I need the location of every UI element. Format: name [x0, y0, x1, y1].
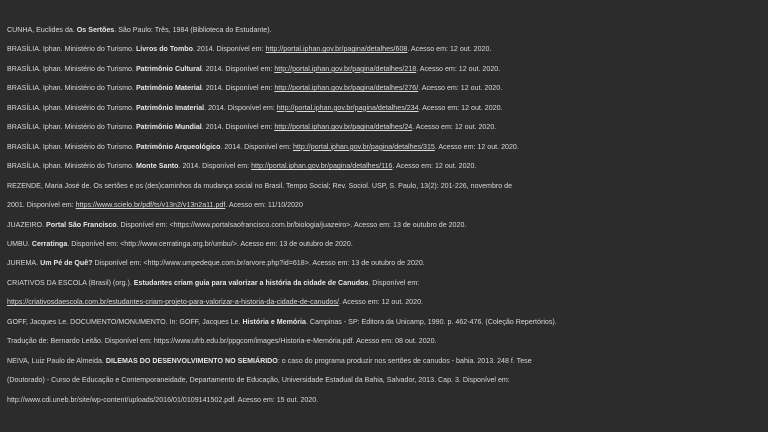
reference-neiva-line-3: http://www.cdi.uneb.br/site/wp-content/uploads/2016/01/0109141502.pdf. Acesso em: 15 out. 2020. — [7, 395, 319, 404]
reference-patrimonio-mundial: BRASÍLIA. Iphan. Ministério do Turismo. Patrimônio Mundial. 2014. Disponível em: http://portal.iphan.gov.br/pagina/detalhes/24. Acesso em: 12 out. 2020. — [7, 123, 497, 132]
reference-title: Monte Santo — [135, 162, 179, 171]
reference-title: Livros do Tombo — [135, 45, 193, 54]
reference-link[interactable]: http://portal.iphan.gov.br/pagina/detalhes/116 — [251, 162, 393, 171]
reference-title: Cerratinga — [31, 239, 68, 248]
reference-patrimonio-imaterial: BRASÍLIA. Iphan. Ministério do Turismo. Patrimônio Imaterial. 2014. Disponível em: http://portal.iphan.gov.br/pagina/detalhes/234. Acesso em: 12 out. 2020. — [7, 103, 503, 112]
reference-title: Um Pé de Quê? — [40, 259, 93, 268]
reference-rezende-line-2: 2001. Disponível em: https://www.scielo.br/pdf/ts/v13n2/v13n2a11.pdf. Acesso em: 11/10/2020 — [7, 201, 303, 210]
reference-neiva-line-2: (Doutorado) - Curso de Educação e Contemporaneidade, Departamento de Educação, Universidade Estadual da Bahia, Salvador, 2013. Cap. 3. Disponível em: — [7, 376, 510, 385]
reference-title: Patrimônio Imaterial — [135, 103, 205, 112]
reference-title: Portal São Francisco — [46, 220, 117, 229]
reference-livros-do-tombo: BRASÍLIA. Iphan. Ministério do Turismo. Livros do Tombo. 2014. Disponível em: http://portal.iphan.gov.br/pagina/detalhes/608. Acesso em: 12 out. 2020. — [7, 45, 492, 54]
reference-rezende-line-1: REZENDE, Maria José de. Os sertões e os (des)caminhos da mudança social no Brasil. Tempo Social; Rev. Sociol. USP, S. Paulo, 13(2): 201-226, novembro de — [7, 181, 513, 190]
reference-criativos-line-2: https://criativosdaescola.com.br/estudantes-criam-projeto-para-valorizar-a-historia-da-cidade-de-canudos/. Acesso em: 12 out. 2020. — [7, 298, 423, 307]
reference-link[interactable]: http://portal.iphan.gov.br/pagina/detalhes/276/ — [274, 84, 419, 93]
reference-link[interactable]: http://portal.iphan.gov.br/pagina/detalhes/608 — [265, 45, 408, 54]
reference-juazeiro: JUAZEIRO. Portal São Francisco. Disponível em: <https://www.portalsaofrancisco.com.br/biologia/juazeiro>. Acesso em: 13 de outubro de 2020. — [7, 220, 467, 229]
reference-cunha: CUNHA, Euclides da. Os Sertões. São Paulo: Três, 1984 (Biblioteca do Estudante). — [7, 26, 272, 34]
reference-title: Patrimônio Arqueológico — [135, 142, 221, 151]
reference-title: DILEMAS DO DESENVOLVIMENTO NO SEMIÁRIDO — [105, 356, 278, 365]
reference-title: Patrimônio Material — [135, 84, 202, 93]
reference-patrimonio-arqueologico: BRASÍLIA. Iphan. Ministério do Turismo. Patrimônio Arqueológico. 2014. Disponível em: http://portal.iphan.gov.br/pagina/detalhes/315. Acesso em: 12 out. 2020. — [7, 142, 519, 151]
references-slide — [7, 21, 762, 432]
reference-link[interactable]: http://portal.iphan.gov.br/pagina/detalhes/218 — [274, 64, 417, 73]
reference-link[interactable]: https://www.scielo.br/pdf/ts/v13n2/v13n2a11.pdf — [75, 201, 226, 210]
reference-neiva-line-1: NEIVA, Luiz Paulo de Almeida. DILEMAS DO DESENVOLVIMENTO NO SEMIÁRIDO: o caso do programa produzir nos sertões de canudos - bahia. 2013. 248 f. Tese — [7, 356, 532, 365]
reference-link[interactable]: http://portal.iphan.gov.br/pagina/detalhes/234 — [276, 103, 419, 112]
reference-patrimonio-cultural: BRASÍLIA. Iphan. Ministério do Turismo. Patrimônio Cultural. 2014. Disponível em: http://portal.iphan.gov.br/pagina/detalhes/218. Acesso em: 12 out. 2020. — [7, 64, 501, 73]
reference-link[interactable]: http://portal.iphan.gov.br/pagina/detalhes/24 — [274, 123, 413, 132]
reference-link[interactable]: http://portal.iphan.gov.br/pagina/detalhes/315 — [292, 142, 435, 151]
reference-criativos-line-1: CRIATIVOS DA ESCOLA (Brasil) (org.). Estudantes criam guia para valorizar a história da cidade de Canudos. Disponível em: — [7, 278, 420, 287]
reference-goff-line-1: GOFF, Jacques Le. DOCUMENTO/MONUMENTO. In: GOFF, Jacques Le. História e Memória. Campinas - SP: Editora da Unicamp, 1990. p. 462-476. (Coleção Repertórios). — [7, 317, 557, 326]
reference-title: História e Memória — [242, 317, 306, 326]
reference-title: Patrimônio Mundial — [135, 123, 202, 132]
reference-patrimonio-material: BRASÍLIA. Iphan. Ministério do Turismo. Patrimônio Material. 2014. Disponível em: http://portal.iphan.gov.br/pagina/detalhes/276/. Acesso em: 12 out. 2020. — [7, 84, 503, 93]
reference-monte-santo: BRASÍLIA. Iphan. Ministério do Turismo. Monte Santo. 2014. Disponível em: http://portal.iphan.gov.br/pagina/detalhes/116. Acesso em: 12 out. 2020. — [7, 162, 477, 171]
reference-title: Patrimônio Cultural — [135, 64, 202, 73]
reference-title: Os Sertões — [76, 26, 115, 34]
reference-title: Estudantes criam guia para valorizar a história da cidade de Canudos — [133, 278, 369, 287]
reference-umbu: UMBU. Cerratinga. Disponível em: <http://www.cerratinga.org.br/umbu/>. Acesso em: 13 de outubro de 2020. — [7, 239, 353, 248]
reference-goff-line-2: Tradução de: Bernardo Leitão. Disponível em: https://www.ufrb.edu.br/ppgcom/images/Historia-e-Memória.pdf. Acesso em: 08 out. 2020. — [7, 337, 437, 346]
reference-link[interactable]: https://criativosdaescola.com.br/estudantes-criam-projeto-para-valorizar-a-historia-da-cidade-de-canudos/ — [7, 298, 339, 307]
reference-jurema: JUREMA. Um Pé de Quê? Disponível em: <http://www.umpedeque.com.br/arvore.php?id=618>. Acesso em: 13 de outubro de 2020. — [7, 259, 425, 268]
